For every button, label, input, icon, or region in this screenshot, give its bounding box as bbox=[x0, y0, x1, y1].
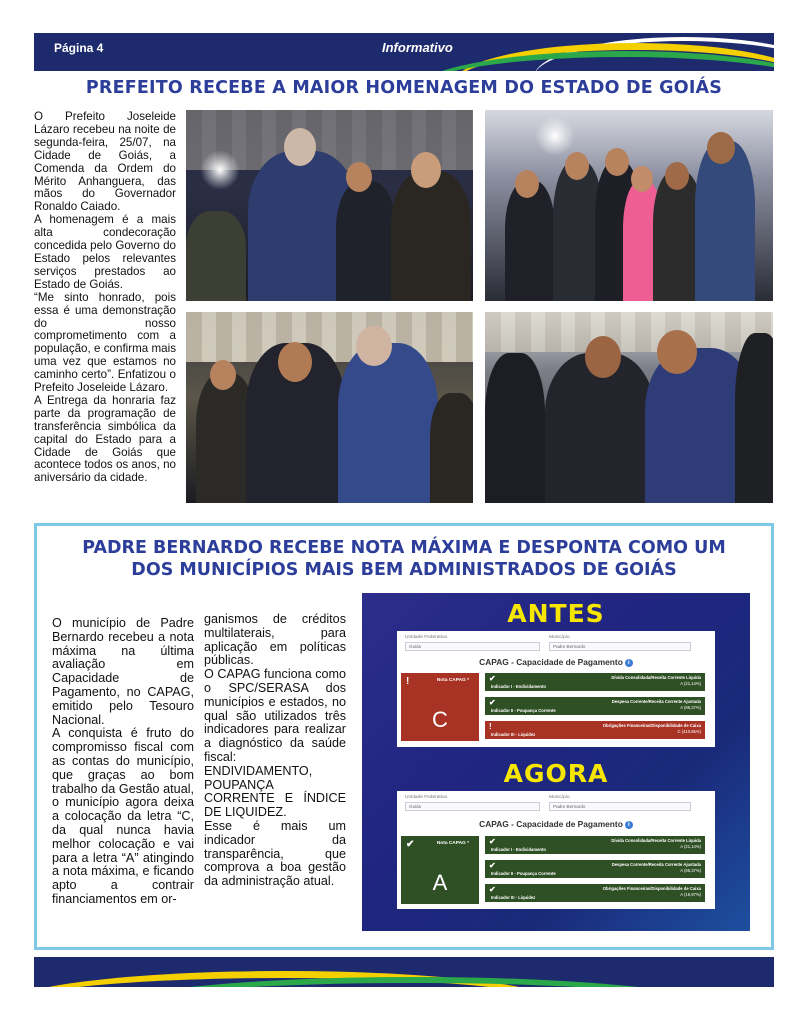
warning-icon: ! bbox=[406, 676, 410, 687]
photo-group bbox=[485, 110, 773, 301]
capag-title-text: CAPAG - Capacidade de Pagamento bbox=[479, 657, 623, 667]
indicator-value: A (21,14%) bbox=[680, 681, 701, 686]
indicator-name: Indicador III - Liquidez bbox=[491, 732, 536, 737]
nota-label: Nota CAPAG * bbox=[436, 841, 469, 846]
check-icon: ✔ bbox=[489, 837, 496, 846]
uf-label: Unidade Federativa bbox=[405, 635, 447, 640]
indicator-value: A (16,97%) bbox=[680, 892, 701, 897]
indicator-row bbox=[485, 836, 705, 854]
article2-paragraph: ganismos de créditos multilaterais, para aplicação em políticas públicas. bbox=[204, 612, 346, 668]
indicator-row bbox=[485, 884, 705, 902]
capag-card-after bbox=[397, 791, 715, 909]
check-icon: ✔ bbox=[489, 698, 496, 707]
capag-title bbox=[397, 819, 715, 829]
article2-title-line1: PADRE BERNARDO RECEBE NOTA MÁXIMA E DESPONTA COMO UM bbox=[82, 538, 726, 558]
publication-name: Informativo bbox=[382, 40, 453, 55]
article1-paragraph: A homenagem é a mais alta condecoração concedida pelo Governo do Estado pelos relevantes serviços prestados ao Estado de Goiás. bbox=[34, 213, 176, 291]
article2-column-a bbox=[52, 617, 194, 907]
indicator-value: A (21,14%) bbox=[680, 844, 701, 849]
footer-band bbox=[34, 957, 774, 987]
photo-two-men-thumbs-up bbox=[485, 312, 773, 503]
capag-title bbox=[397, 657, 715, 667]
check-icon: ✔ bbox=[489, 885, 496, 894]
indicator-desc: Dívida Consolidada/Receita Corrente Líquida bbox=[611, 675, 701, 680]
article1-paragraph: “Me sinto honrado, pois essa é uma demonstração do nosso comprometimento com a população, e confirma mais uma vez que estamos no caminho certo”. Enfatizou o Prefeito Joseleide Lázaro. bbox=[34, 290, 176, 395]
indicator-row bbox=[485, 673, 705, 691]
header-band bbox=[34, 33, 774, 71]
nota-grade: C bbox=[432, 707, 448, 732]
municipio-field: Padre Bernardo bbox=[549, 802, 691, 811]
uf-field: Goiás bbox=[405, 642, 540, 651]
article2-paragraph: A conquista é fruto do compromisso fiscal com as contas do município, que graças ao bom trabalho da Gestão atual, o município agora deixa a colocação da letra “C, da qual nunca havia melhor colocação e vai para a letra “A” atingindo a nota máxima, e ficando apto a contrair financiamentos em or- bbox=[52, 726, 194, 906]
capag-title-text: CAPAG - Capacidade de Pagamento bbox=[479, 819, 623, 829]
article1-title: PREFEITO RECEBE A MAIOR HOMENAGEM DO ESTADO DE GOIÁS bbox=[85, 78, 723, 98]
photo-medal-ceremony bbox=[186, 110, 473, 301]
indicator-value: A (86,37%) bbox=[680, 705, 701, 710]
indicator-row bbox=[485, 860, 705, 878]
check-icon: ✔ bbox=[489, 674, 496, 683]
indicator-value: A (86,37%) bbox=[680, 868, 701, 873]
check-icon: ✔ bbox=[489, 861, 496, 870]
indicator-desc: Obrigações Financeiras/Disponibilidade de Caixa bbox=[602, 723, 701, 728]
uf-label: Unidade Federativa bbox=[405, 795, 447, 800]
article1-paragraph: O Prefeito Joseleide Lázaro recebeu na noite de segunda-feira, 25/07, na Cidade de Goiás, a Comenda da Ordem do Mérito Anhanguera, das mãos do Governador Ronaldo Caiado. bbox=[34, 110, 176, 214]
municipio-field: Padre Bernardo bbox=[549, 642, 691, 651]
article1-body bbox=[34, 111, 176, 485]
indicator-value: C (410,65%) bbox=[677, 729, 701, 734]
indicator-row bbox=[485, 721, 705, 739]
indicator-name: Indicador II - Poupança Corrente bbox=[491, 871, 556, 876]
article2-title bbox=[48, 537, 760, 581]
warning-icon: ! bbox=[489, 722, 492, 731]
article1-paragraph: A Entrega da honraria faz parte da programação de transferência simbólica da capital do Estado para a Cidade de Goiás que acontece todos os anos, no aniversário da cidade. bbox=[34, 393, 176, 485]
article2-column-b bbox=[204, 613, 346, 889]
indicator-name: Indicador I - Endividamento bbox=[491, 847, 546, 852]
nota-label: Nota CAPAG * bbox=[436, 678, 469, 683]
nota-grade: A bbox=[432, 870, 448, 895]
info-icon: i bbox=[625, 659, 633, 667]
photo-thumbs-up-governor bbox=[186, 312, 473, 503]
indicator-name: Indicador I - Endividamento bbox=[491, 684, 546, 689]
page-number: Página 4 bbox=[54, 41, 104, 55]
indicator-row bbox=[485, 697, 705, 715]
after-label: AGORA bbox=[503, 759, 609, 788]
check-icon: ✔ bbox=[406, 839, 415, 850]
info-icon: i bbox=[625, 821, 633, 829]
indicator-desc: Despesa Corrente/Receita Corrente Ajustada bbox=[611, 862, 701, 867]
capag-comparison-panel bbox=[362, 593, 750, 931]
indicator-desc: Despesa Corrente/Receita Corrente Ajustada bbox=[611, 699, 701, 704]
article2-paragraph: Esse é mais um indicador da transparência, que comprova a boa gestão da administração atual. bbox=[204, 818, 346, 889]
before-label: ANTES bbox=[507, 599, 605, 628]
capag-card-before bbox=[397, 631, 715, 747]
indicator-name: Indicador III - Liquidez bbox=[491, 895, 536, 900]
article2-title-line2: DOS MUNICÍPIOS MAIS BEM ADMINISTRADOS DE GOIÁS bbox=[131, 560, 677, 580]
indicator-name: Indicador II - Poupança Corrente bbox=[491, 708, 556, 713]
municipio-label: Município bbox=[549, 795, 570, 800]
municipio-label: Município bbox=[549, 635, 570, 640]
nota-capag-box bbox=[401, 836, 479, 904]
indicator-desc: Dívida Consolidada/Receita Corrente Líquida bbox=[611, 838, 701, 843]
article2-paragraph: O CAPAG funciona como o SPC/SERASA dos municípios e estados, no qual são utilizados três indicadores para realizar a diagnóstico da saúde fiscal: ENDIVIDAMENTO, POUPANÇA CORRENTE E ÍNDICE DE LIQUIDEZ. bbox=[204, 667, 346, 820]
article2-paragraph: O município de Padre Bernardo recebeu a nota máxima na última avaliação em Capacidade de Pagamento, no CAPAG, emitido pelo Tesouro Nacional. bbox=[52, 616, 194, 727]
nota-capag-box bbox=[401, 673, 479, 741]
uf-field: Goiás bbox=[405, 802, 540, 811]
indicator-desc: Obrigações Financeiras/Disponibilidade de Caixa bbox=[602, 886, 701, 891]
